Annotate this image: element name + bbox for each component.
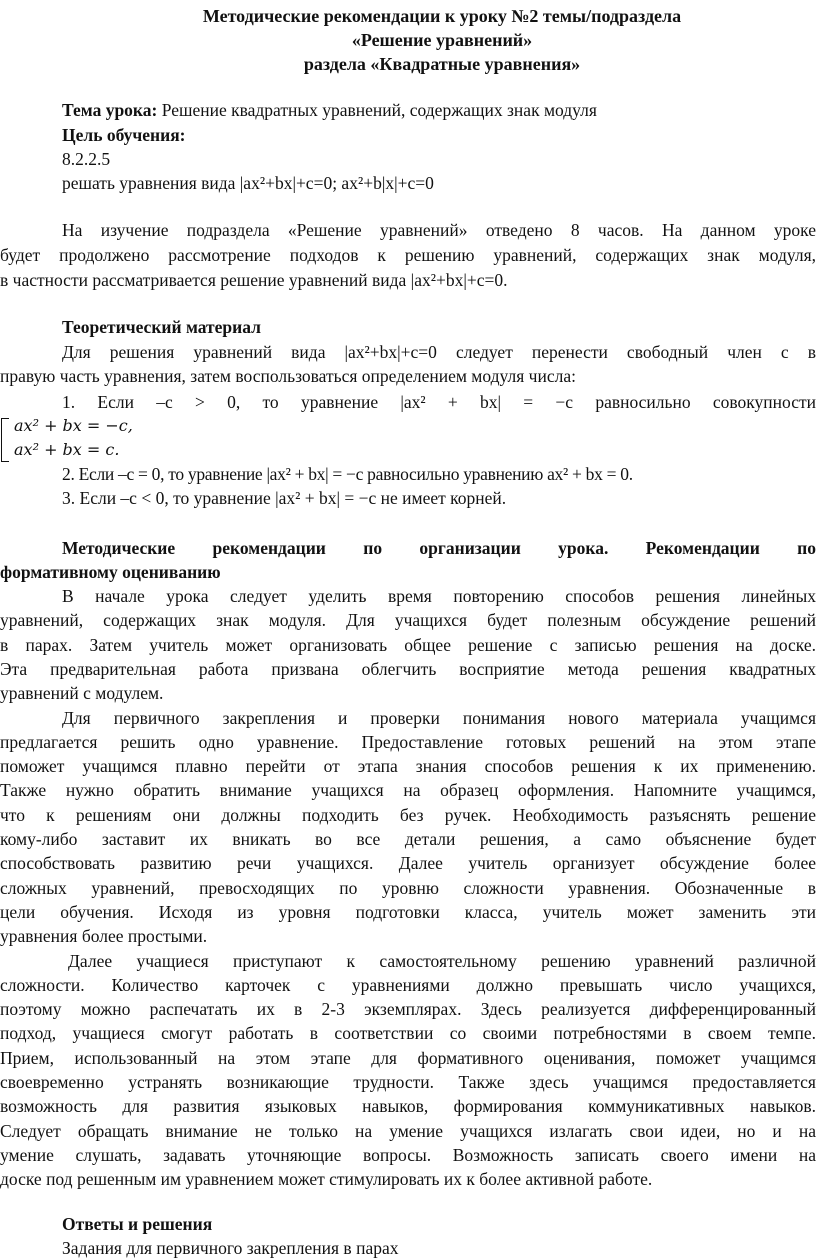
- answers-subheading: Задания для первичного закрепления в парах: [62, 1238, 399, 1258]
- goal-label: Цель обучения:: [62, 125, 186, 145]
- methods-line-12: способствовать развитию речи учащихся. Далее учитель организует обсуждение более: [0, 853, 816, 873]
- document-title-line-3: раздела «Квадратные уравнения»: [303, 54, 581, 74]
- methods-line-23: Следует обращать внимание не только на умение учащихся излагать свои идеи, но и на: [0, 1121, 816, 1141]
- methods-line-6: Для первичного закрепления и проверки понимания нового материала учащимся: [62, 708, 816, 728]
- methods-line-20: Прием, использованный на этом этапе для формативного оценивания, поможет учащимся: [0, 1048, 816, 1068]
- methods-line-13: сложных уравнений, превосходящих по уровню сложности уравнения. Обозначенные в: [0, 878, 816, 898]
- theory-line-2: правую часть уравнения, затем воспользоваться определением модуля числа:: [0, 366, 576, 386]
- methods-heading-line-2: формативному оцениванию: [0, 562, 221, 582]
- methods-line-4: Эта предварительная работа призвана облегчить восприятие метода решения квадратных: [0, 659, 816, 679]
- theory-system-eq-2: ax² + bx = c.: [14, 440, 120, 459]
- goal-code: 8.2.2.5: [62, 149, 111, 169]
- answers-heading: Ответы и решения: [62, 1214, 213, 1234]
- theory-heading: Теоретический материал: [62, 317, 261, 337]
- methods-line-19: подход, учащиеся смогут работать в соответствии со своими потребностями в своем темпе.: [0, 1023, 816, 1043]
- theory-case-3: 3. Если –c < 0, то уравнение |ax² + bx| = −c не имеет корней.: [62, 488, 507, 508]
- topic-label: Тема урока:: [62, 100, 158, 120]
- methods-line-1: В начале урока следует уделить время повторению способов решения линейных: [62, 586, 816, 606]
- intro-line-2: будет продолжено рассмотрение подходов к решению уравнений, содержащих знак модуля,: [0, 245, 816, 265]
- methods-line-9: Также нужно обратить внимание учащихся на образец оформления. Напомните учащимся,: [0, 780, 816, 800]
- methods-line-24: умение слушать, задавать уточняющие вопросы. Возможность записать своего имени на: [0, 1145, 816, 1165]
- theory-system-eq-1: ax² + bx = −c,: [14, 416, 133, 435]
- methods-line-8: поможет учащимся плавно перейти от этапа знания способов решения к их применению.: [0, 756, 816, 776]
- theory-case-2: 2. Если –c = 0, то уравнение |ax² + bx| = −c равносильно уравнению ax² + bx = 0.: [62, 464, 633, 484]
- methods-line-10: что к решениям они должны подходить без ручек. Необходимость разъяснять решение: [0, 805, 816, 825]
- system-bracket: [1, 418, 9, 462]
- methods-line-15: уравнения более простыми.: [0, 926, 208, 946]
- methods-line-7: предлагается решить одно уравнение. Предоставление готовых решений на этом этапе: [0, 732, 816, 752]
- methods-line-14: цели обучения. Исходя из уровня подготовки класса, учитель может заменить эти: [0, 902, 816, 922]
- theory-line-1: Для решения уравнений вида |ax²+bx|+c=0 следует перенести свободный член c в: [62, 342, 816, 362]
- intro-line-3: в частности рассматривается решение уравнений вида |ax²+bx|+c=0.: [0, 270, 508, 290]
- methods-line-5: уравнений с модулем.: [0, 683, 164, 703]
- topic-value: Решение квадратных уравнений, содержащих знак модуля: [161, 100, 597, 120]
- methods-line-3: в парах. Затем учитель может организовать общее решение с записью решения на доске.: [0, 635, 816, 655]
- methods-heading-line-1: Методические рекомендации по организации урока. Рекомендации по: [62, 538, 816, 558]
- goal-text: решать уравнения вида |ax²+bx|+c=0; ax²+b|x|+c=0: [62, 173, 434, 193]
- methods-line-18: поэтому можно распечатать их в 2-3 экземплярах. Здесь реализуется дифференцированный: [0, 999, 816, 1019]
- document-title-line-2: «Решение уравнений»: [351, 30, 533, 50]
- methods-line-2: уравнений, содержащих знак модуля. Для учащихся будет полезным обсуждение решений: [0, 610, 816, 630]
- methods-line-22: возможность для развития языковых навыков, формирования коммуникативных навыков.: [0, 1096, 816, 1116]
- methods-line-25: доске под решенным им уравнением может стимулировать их к более активной работе.: [0, 1169, 653, 1189]
- lesson-topic: [62, 98, 597, 122]
- methods-line-17: сложности. Количество карточек с уравнениями должно превышать число учащихся,: [0, 975, 816, 995]
- theory-case-1: 1. Если –c > 0, то уравнение |ax² + bx| = −c равносильно совокупности: [62, 392, 816, 412]
- methods-line-16: Далее учащиеся приступают к самостоятельному решению уравнений различной: [68, 951, 816, 971]
- intro-line-1: На изучение подраздела «Решение уравнений» отведено 8 часов. На данном уроке: [62, 220, 816, 240]
- document-title-line-1: Методические рекомендации к уроку №2 темы/подраздела: [202, 6, 682, 26]
- methods-line-21: своевременно устранять возникающие трудности. Также здесь учащимся предоставляется: [0, 1072, 816, 1092]
- methods-line-11: кому-либо заставит их вникать во все детали решения, а само объяснение будет: [0, 829, 816, 849]
